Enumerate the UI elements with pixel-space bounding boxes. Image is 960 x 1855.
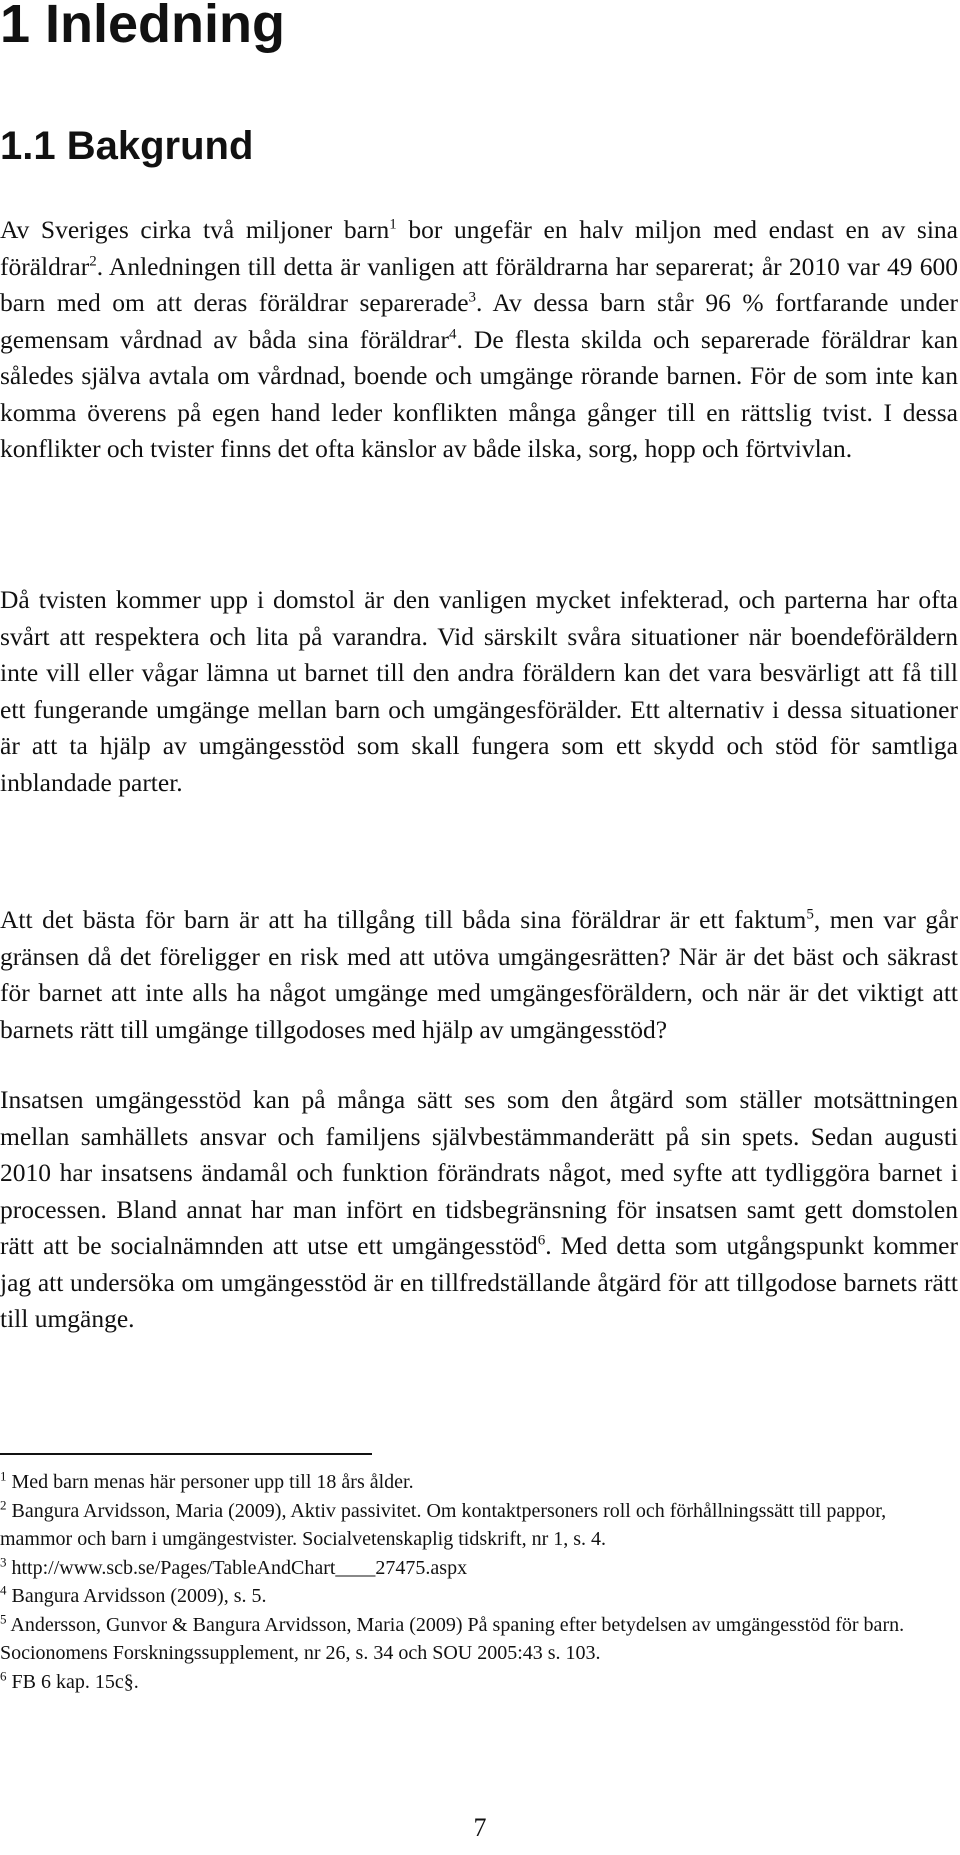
footnote-number: 1 <box>0 1468 7 1484</box>
paragraph-text: Av Sveriges cirka två miljoner barn <box>0 215 390 244</box>
paragraph-text: Att det bästa för barn är att ha tillgång till båda sina föräldrar är ett faktum <box>0 905 807 934</box>
footnote-4 <box>0 1582 958 1611</box>
footnote-ref-2: 2 <box>89 253 97 269</box>
footnote-number: 6 <box>0 1667 7 1683</box>
paragraph-1 <box>0 212 958 468</box>
footnote-number: 3 <box>0 1553 7 1569</box>
footnote-ref-6: 6 <box>537 1232 546 1249</box>
footnote-ref-4: 4 <box>448 326 457 342</box>
footnote-divider <box>0 1453 372 1455</box>
footnote-1 <box>0 1468 958 1497</box>
paragraph-4 <box>0 1082 958 1338</box>
paragraph-text: . Av dessa barn står 96 % fortfarande under gemensam vårdnad av båda sina föräldrar <box>0 288 958 354</box>
footnote-text: Bangura Arvidsson (2009), s. 5. <box>6 1585 267 1607</box>
chapter-heading: 1 Inledning <box>0 0 286 54</box>
page-number: 7 <box>473 1813 487 1842</box>
paragraph-3 <box>0 902 958 1048</box>
footnote-ref-5: 5 <box>806 906 814 923</box>
footnote-5 <box>0 1611 958 1668</box>
footnote-text: Andersson, Gunvor & Bangura Arvidsson, Maria (2009) På spaning efter betydelsen av umgängesstöd för barn. Socionomens Forskningssupplement, nr 26, s. 34 och SOU 2005:43 s. 103. <box>0 1613 905 1664</box>
footnote-6 <box>0 1668 958 1697</box>
footnote-ref-1: 1 <box>389 216 397 233</box>
footnote-number: 2 <box>0 1496 7 1512</box>
paragraph-text: . Med detta som utgångspunkt kommer jag att undersöka om umgängesstöd är en tillfredställande åtgärd för att tillgodose barnets rätt till umgänge. <box>0 1231 958 1333</box>
footnote-text: FB 6 kap. 15c§. <box>6 1670 139 1693</box>
footnote-number: 4 <box>0 1582 7 1598</box>
footnote-text: http://www.scb.se/Pages/TableAndChart____27475.aspx <box>6 1556 468 1579</box>
paragraph-text: , men var går gränsen då det föreligger en risk med att utöva umgängesrätten? När är det bäst och säkrast för barnet att inte alls ha något umgänge med umgängesföräldern, och när är det viktigt att barnets rätt till umgänge tillgodoses med hjälp av umgängesstöd? <box>0 905 958 1044</box>
paragraph-text: Insatsen umgängesstöd kan på många sätt ses som den åtgärd som ställer motsättningen mellan samhällets ansvar och familjens självbestämmanderätt på sin spets. Sedan augusti 2010 har insatsens ändamål och funktion förändrats något, med syfte att tydliggöra barnet i processen. Bland annat har man infört en tidsbegränsning för insatsen samt gett domstolen rätt att be socialnämnden att utse ett umgängesstöd <box>0 1085 958 1260</box>
footnote-3 <box>0 1554 958 1583</box>
paragraph-text: bor ungefär en halv miljon med endast en av sina föräldrar <box>0 215 958 281</box>
paragraph-text: . De flesta skilda och separerade föräldrar kan således själva avtala om vårdnad, boende och umgänge rörande barnen. För de som inte kan komma överens på egen hand leder konflikten många gånger till en rättslig tvist. I dessa konflikter och tvister finns det ofta känslor av både ilska, sorg, hopp och förtvivlan. <box>0 324 959 463</box>
footnote-ref-3: 3 <box>468 289 477 306</box>
footnote-number: 5 <box>0 1610 7 1626</box>
footnote-text: Bangura Arvidsson, Maria (2009), Aktiv passivitet. Om kontaktpersoners roll och förhållningssätt till pappor, mammor och barn i umgängestvister. Socialvetenskaplig tidskrift, nr 1, s. 4. <box>0 1499 887 1550</box>
paragraph-2: Då tvisten kommer upp i domstol är den vanligen mycket infekterad, och parterna har ofta svårt att respektera och lita på varandra. Vid särskilt svåra situationer när boendeföräldern inte vill eller vågar lämna ut barnet till den andra föräldern kan det vara besvärligt att få till ett fungerande umgänge mellan barn och umgängesförälder. Ett alternativ i dessa situationer är att ta hjälp av umgängesstöd som skall fungera som ett skydd och stöd för samtliga inblandade parter. <box>0 585 958 797</box>
footnote-text: Med barn menas här personer upp till 18 års ålder. <box>6 1471 414 1493</box>
paragraph-text: . Anledningen till detta är vanligen att föräldrarna har separerat; år 2010 var 49 600 barn med om att deras föräldrar separerade <box>0 251 958 317</box>
footnote-2 <box>0 1497 958 1554</box>
footnotes <box>0 1468 958 1696</box>
section-heading: 1.1 Bakgrund <box>0 124 254 168</box>
